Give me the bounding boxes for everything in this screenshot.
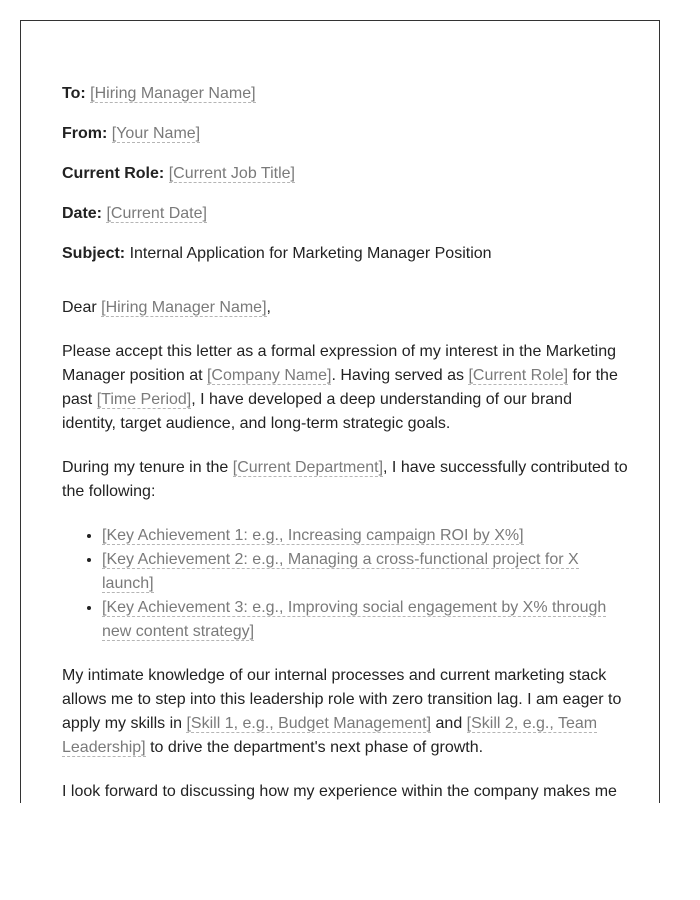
greeting-prefix: Dear — [62, 299, 102, 316]
from-field — [62, 122, 628, 146]
paragraph-tenure — [62, 456, 628, 504]
paragraph-skills — [62, 664, 628, 760]
department-placeholder: [Current Department] — [232, 459, 384, 476]
letter-content — [62, 82, 628, 803]
skills-text-2: and — [431, 715, 467, 732]
skill-1-placeholder: [Skill 1, e.g., Budget Management] — [186, 715, 432, 732]
letter-page — [20, 20, 660, 803]
greeting — [62, 296, 628, 320]
date-field — [62, 202, 628, 226]
achievements-list — [62, 524, 628, 644]
date-label: Date: — [62, 205, 103, 222]
intro-text-3: for the past — [62, 367, 618, 408]
list-item — [102, 548, 628, 596]
subject-label: Subject: — [62, 245, 126, 262]
skill-2-placeholder: [Skill 2, e.g., Team Leadership] — [62, 715, 598, 756]
skills-text-3: to drive the department's next phase of growth. — [145, 739, 484, 756]
tenure-text-2: , I have successfully contributed to the following: — [62, 459, 628, 500]
intro-text-2: . Having served as — [331, 367, 469, 384]
paragraph-closing — [62, 780, 628, 803]
current-role-inline-placeholder: [Current Role] — [468, 367, 569, 384]
time-period-placeholder: [Time Period] — [96, 391, 192, 408]
greeting-name-placeholder: [Hiring Manager Name] — [101, 299, 267, 316]
to-placeholder: [Hiring Manager Name] — [90, 85, 256, 102]
achievement-placeholder: [Key Achievement 1: e.g., Increasing campaign ROI by X%] — [102, 527, 524, 544]
current-role-field — [62, 162, 628, 186]
intro-text-4: , I have developed a deep understanding of our brand identity, target audience, and long-term strategic goals. — [62, 391, 572, 432]
from-label: From: — [62, 125, 108, 142]
subject-field — [62, 242, 628, 266]
current-role-placeholder: [Current Job Title] — [168, 165, 295, 182]
to-field — [62, 82, 628, 106]
closing-text: I look forward to discussing how my experience within the company makes me — [62, 783, 617, 800]
date-placeholder: [Current Date] — [106, 205, 207, 222]
to-label: To: — [62, 85, 86, 102]
intro-text-1: Please accept this letter as a formal expression of my interest in the Marketing Manager position at — [62, 343, 617, 384]
paragraph-intro — [62, 340, 628, 436]
company-name-placeholder: [Company Name] — [206, 367, 332, 384]
list-item — [102, 524, 628, 548]
achievement-placeholder: [Key Achievement 2: e.g., Managing a cross-functional project for X launch] — [102, 551, 579, 592]
list-item — [102, 596, 628, 644]
skills-text-1: My intimate knowledge of our internal processes and current marketing stack allows me to step into this leadership role with zero transition lag. I am eager to apply my skills in — [62, 667, 622, 732]
greeting-suffix: , — [266, 299, 271, 316]
achievement-placeholder: [Key Achievement 3: e.g., Improving social engagement by X% through new content strategy] — [102, 599, 607, 640]
current-role-label: Current Role: — [62, 165, 165, 182]
tenure-text-1: During my tenure in the — [62, 459, 233, 476]
from-placeholder: [Your Name] — [111, 125, 201, 142]
subject-text: Internal Application for Marketing Manager Position — [129, 245, 492, 262]
